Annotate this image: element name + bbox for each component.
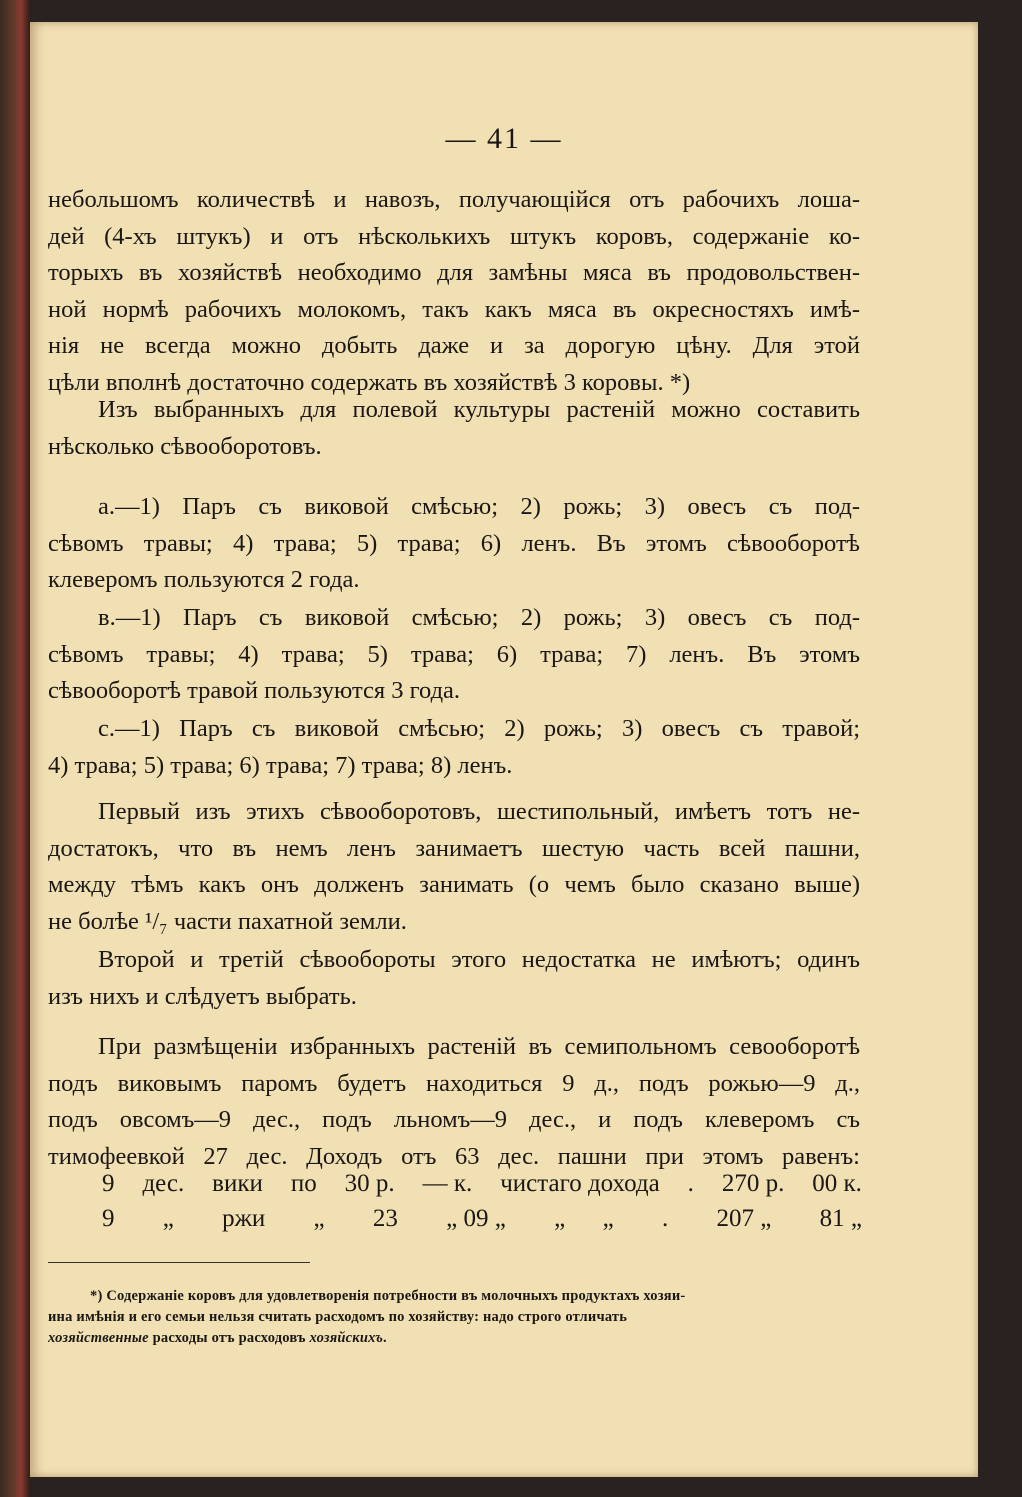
footnote-line: ина имѣнія и его семьи нельзя считать расходомъ по хозяйству: надо строго отличать [48, 1309, 628, 1325]
calc-row-vetch [102, 1166, 862, 1201]
paragraph-3 [48, 489, 860, 599]
text-line: а.—1) Паръ съ виковой смѣсью; 2) рожь; 3) овесъ съ под- [98, 493, 860, 520]
text-line: подъ овсомъ—9 дес., подъ льномъ—9 дес., и подъ клеверомъ съ [48, 1106, 860, 1133]
footnote-text: Содержаніе коровъ для удовлетворенія потребности въ молочныхъ продуктахъ хозяи- [106, 1288, 686, 1304]
calc-rate-rub: 30 р. [344, 1170, 395, 1197]
footnote-divider [48, 1262, 310, 1263]
calc-crop: вики [212, 1170, 263, 1197]
text-line: Изъ выбранныхъ для полевой культуры растеній можно составить [98, 396, 860, 423]
calc-unit: „ [162, 1205, 174, 1232]
text-line: с.—1) Паръ съ виковой смѣсью; 2) рожь; 3) овесъ съ травой; [98, 715, 860, 742]
text-line: нѣсколько сѣвооборотовъ. [48, 432, 322, 460]
text-line: сѣвооборотѣ травой пользуются 3 года. [48, 677, 461, 704]
text-line: подъ виковымъ паромъ будетъ находиться 9 д., подъ рожью—9 д., [48, 1069, 860, 1097]
text-line: сѣвомъ травы; 4) трава; 5) трава; 6) трава; 7) ленъ. Въ этомъ [48, 640, 860, 668]
calc-kop: 81 „ [819, 1205, 862, 1232]
text-line: ной нормѣ рабочихъ молокомъ, такъ какъ мяса въ окресностяхъ имѣ- [48, 295, 860, 323]
footnote-text: расходы отъ расходовъ [148, 1330, 310, 1346]
text-line: 4) трава; 5) трава; 6) трава; 7) трава; 8) ленъ. [48, 751, 513, 779]
text-line: небольшомъ количествѣ и навозъ, получающійся отъ рабочихъ лоша- [48, 186, 860, 213]
text-line: клеверомъ пользуются 2 года. [48, 566, 360, 593]
footnote-italic-term: хозяйскихъ [309, 1330, 384, 1346]
text-line: не болѣе ¹/₇ части пахатной земли. [48, 907, 407, 935]
paragraph-8 [48, 1029, 860, 1175]
text-line: дей (4-хъ штукъ) и отъ нѣсколькихъ штукъ коровъ, содержаніе ко- [48, 222, 860, 250]
paragraph-5 [48, 711, 860, 784]
footnote-text: . [383, 1330, 387, 1346]
book-spine [0, 0, 30, 1497]
text-line: торыхъ въ хозяйствѣ необходимо для замѣны мяса въ продовольствен- [48, 259, 860, 286]
calc-rub: 270 р. [721, 1170, 785, 1197]
calc-rate-rub: 23 [372, 1205, 398, 1232]
calc-rate-kop: „ 09 „ [446, 1205, 506, 1232]
income-calculation [102, 1166, 862, 1236]
calc-rate-prefix: по [290, 1170, 317, 1197]
text-line: При размѣщеніи избранныхъ растеній въ семипольномъ севооборотѣ [98, 1033, 860, 1060]
text-line: Первый изъ этихъ сѣвооборотовъ, шестипольный, имѣетъ тотъ не- [98, 798, 860, 825]
page-number: — 41 — [445, 122, 563, 155]
paragraph-1 [48, 182, 860, 401]
footnote [48, 1286, 862, 1349]
text-line: нія не всегда можно добыть даже и за дорогую цѣну. Для этой [48, 332, 860, 359]
calc-qty: 9 [102, 1205, 115, 1232]
calc-dot: . [662, 1205, 669, 1232]
footnote-italic-term: хозяйственные [48, 1330, 149, 1346]
calc-rub: 207 „ [716, 1205, 772, 1232]
paragraph-6 [48, 794, 860, 940]
text-line: в.—1) Паръ съ виковой смѣсью; 2) рожь; 3) овесъ съ под- [98, 604, 860, 631]
paragraph-7 [48, 942, 860, 1015]
calc-label: чистаго дохода [500, 1170, 660, 1197]
footnote-line [48, 1328, 862, 1349]
text-line: достатокъ, что въ немъ ленъ занимаетъ шестую часть всей пашни, [48, 834, 860, 862]
calc-row-rye [102, 1201, 862, 1236]
paragraph-2 [48, 392, 860, 465]
calc-qty: 9 [102, 1170, 115, 1197]
text-line: между тѣмъ какъ онъ долженъ занимать (о чемъ было сказано выше) [48, 871, 860, 898]
text-line: сѣвомъ травы; 4) трава; 5) трава; 6) ленъ. Въ этомъ сѣвооборотѣ [48, 529, 860, 557]
text-line: изъ нихъ и слѣдуетъ выбрать. [48, 982, 357, 1010]
calc-rate-prefix: „ [313, 1205, 325, 1232]
calc-rate-kop: — к. [422, 1170, 473, 1197]
paragraph-4 [48, 600, 860, 710]
calc-crop: ржи [222, 1205, 266, 1232]
calc-label: „ „ [554, 1205, 614, 1232]
book-page [30, 22, 978, 1477]
text-line: тимофеевкой 27 дес. Доходъ отъ 63 дес. пашни при этомъ равенъ: [48, 1142, 860, 1170]
calc-kop: 00 к. [812, 1170, 862, 1197]
text-line: цѣли вполнѣ достаточно содержать въ хозяйствѣ 3 коровы. *) [48, 368, 691, 396]
calc-dot: . [687, 1170, 694, 1197]
footnote-marker: *) [90, 1288, 103, 1304]
text-line: Второй и третій сѣвообороты этого недостатка не имѣютъ; одинъ [98, 946, 860, 973]
footnote-line [48, 1286, 862, 1307]
calc-unit: дес. [142, 1170, 185, 1197]
